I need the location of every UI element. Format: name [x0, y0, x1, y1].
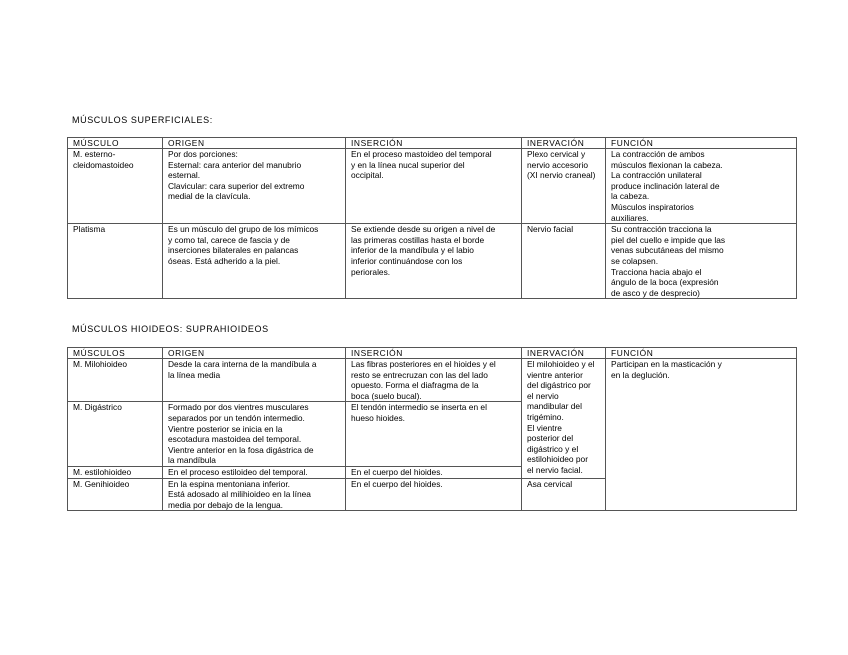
- cell-text-line: El vientre: [527, 422, 562, 433]
- cell-text-line: occipital.: [351, 170, 384, 181]
- cell-text-line: En el cuerpo del hioides.: [351, 478, 443, 489]
- cell-origen: [163, 478, 346, 511]
- cell-text-line: Formado por dos vientres musculares: [168, 402, 309, 413]
- cell-text-line: hueso hioides.: [351, 412, 406, 423]
- section-title-superficiales: MÚSCULOS SUPERFICIALES:: [72, 115, 213, 125]
- cell-text-line: En el cuerpo del hioides.: [351, 466, 443, 477]
- cell-text-line: Vientre anterior en la fosa digástrica de: [168, 444, 314, 455]
- cell-text-line: Es un músculo del grupo de los mímicos: [168, 224, 319, 235]
- cell-funcion-shared: [606, 359, 797, 511]
- cell-text-line: se colapsen.: [611, 255, 659, 266]
- cell-text-line: La contracción de ambos: [611, 149, 705, 159]
- cell-text-line: Desde la cara interna de la mandíbula a: [168, 359, 317, 369]
- cell-insercion: [346, 224, 522, 299]
- cell-text-line: escotadura mastoidea del temporal.: [168, 434, 302, 445]
- cell-text-line: media por debajo de la lengua.: [168, 499, 284, 510]
- cell-text-line: ángulo de la boca (expresión: [611, 277, 719, 288]
- header-musculo: MÚSCULO: [68, 138, 163, 149]
- cell-text-line: (XI nervio craneal): [527, 170, 596, 181]
- cell-text-line: M. Digástrico: [73, 402, 122, 413]
- cell-text-line: Se extiende desde su origen a nivel de: [351, 224, 496, 235]
- cell-text-line: del digástrico por: [527, 380, 591, 391]
- cell-text-line: Su contracción tracciona la: [611, 224, 712, 235]
- cell-text-line: M. esterno-: [73, 149, 116, 159]
- cell-origen: [163, 359, 346, 402]
- table-row: [68, 224, 797, 299]
- cell-text-line: En el proceso estiloideo del temporal.: [168, 466, 308, 477]
- cell-text-line: boca (suelo bucal).: [351, 390, 422, 401]
- table-header-row: [68, 138, 797, 149]
- cell-insercion: [346, 359, 522, 402]
- cell-text-line: M. estilohioideo: [73, 466, 132, 477]
- cell-text-line: Plexo cervical y: [527, 149, 586, 159]
- table-suprahioideos: [67, 347, 797, 511]
- cell-text-line: La contracción unilateral: [611, 170, 702, 181]
- cell-text-line: y como tal, carece de fascia y de: [168, 234, 290, 245]
- cell-insercion: [346, 478, 522, 511]
- cell-text-line: produce inclinación lateral de: [611, 180, 720, 191]
- cell-text-line: El milohioideo y el: [527, 359, 595, 369]
- cell-text-line: Asa cervical: [527, 478, 573, 489]
- cell-text-line: opuesto. Forma el diafragma de la: [351, 380, 479, 391]
- cell-text-line: M. Milohioideo: [73, 359, 127, 369]
- header-inervacion: INERVACIÓN: [522, 138, 606, 149]
- cell-text-line: Está adosado al milihioideo en la línea: [168, 489, 311, 500]
- cell-origen: [163, 402, 346, 467]
- cell-text-line: inferior de la mandíbula y el labio: [351, 245, 474, 256]
- cell-text-line: el nervio: [527, 390, 559, 401]
- cell-text-line: Vientre posterior se inicia en la: [168, 423, 283, 434]
- cell-text-line: en la deglución.: [611, 369, 670, 380]
- cell-text-line: la mandíbula: [168, 455, 216, 466]
- table-header-row: [68, 348, 797, 359]
- table-row: [68, 149, 797, 224]
- cell-text-line: inferior continuándose con los: [351, 255, 463, 266]
- cell-text-line: de asco y de desprecio): [611, 287, 700, 298]
- cell-text-line: Platisma: [73, 224, 106, 235]
- cell-musculo: [68, 359, 163, 402]
- header-origen: ORIGEN: [163, 348, 346, 359]
- cell-text-line: Tracciona hacia abajo el: [611, 266, 702, 277]
- cell-text-line: cleidomastoideo: [73, 159, 134, 170]
- cell-text-line: En la espina mentoniana inferior.: [168, 478, 290, 489]
- cell-musculo: [68, 478, 163, 511]
- cell-text-line: trigémino.: [527, 411, 564, 422]
- cell-text-line: En el proceso mastoideo del temporal: [351, 149, 492, 159]
- section-title-suprahioideos: MÚSCULOS HIOIDEOS: SUPRAHIOIDEOS: [72, 324, 269, 334]
- header-musculos: MÚSCULOS: [68, 348, 163, 359]
- cell-inervacion-shared: [522, 359, 606, 479]
- header-funcion: FUNCIÓN: [606, 138, 797, 149]
- cell-text-line: Participan en la masticación y: [611, 359, 722, 369]
- cell-insercion: [346, 149, 522, 224]
- cell-text-line: periorales.: [351, 266, 391, 277]
- cell-funcion: [606, 224, 797, 299]
- cell-text-line: Músculos inspiratorios: [611, 201, 694, 212]
- table-row: [68, 359, 797, 402]
- cell-text-line: El tendón intermedio se inserta en el: [351, 402, 487, 413]
- cell-text-line: M. Genihioideo: [73, 478, 130, 489]
- cell-musculo: [68, 149, 163, 224]
- cell-funcion: [606, 149, 797, 224]
- header-insercion: INSERCIÓN: [346, 348, 522, 359]
- cell-text-line: inserciones bilaterales en palancas: [168, 245, 299, 256]
- cell-text-line: esternal.: [168, 170, 201, 181]
- cell-text-line: la cabeza.: [611, 191, 650, 202]
- header-origen: ORIGEN: [163, 138, 346, 149]
- cell-text-line: piel del cuello e impide que las: [611, 234, 726, 245]
- cell-text-line: separados por un tendón intermedio.: [168, 412, 305, 423]
- cell-text-line: músculos flexionan la cabeza.: [611, 159, 723, 170]
- table-superficiales: [67, 137, 797, 299]
- cell-text-line: vientre anterior: [527, 369, 583, 380]
- header-insercion: INSERCIÓN: [346, 138, 522, 149]
- cell-text-line: Clavicular: cara superior del extremo: [168, 180, 305, 191]
- cell-inervacion: [522, 224, 606, 299]
- cell-text-line: Por dos porciones:: [168, 149, 238, 159]
- cell-text-line: Esternal: cara anterior del manubrio: [168, 159, 302, 170]
- header-funcion: FUNCIÓN: [606, 348, 797, 359]
- cell-text-line: posterior del: [527, 433, 574, 444]
- cell-musculo: [68, 224, 163, 299]
- cell-origen: [163, 224, 346, 299]
- cell-origen: [163, 466, 346, 478]
- cell-text-line: medial de la clavícula.: [168, 191, 251, 202]
- cell-text-line: estilohioideo por: [527, 454, 588, 465]
- cell-text-line: el nervio facial.: [527, 464, 583, 475]
- cell-inervacion: [522, 149, 606, 224]
- cell-musculo: [68, 466, 163, 478]
- cell-insercion: [346, 402, 522, 467]
- cell-text-line: óseas. Está adherido a la piel.: [168, 255, 281, 266]
- cell-text-line: Las fibras posteriores en el hioides y el: [351, 359, 496, 369]
- cell-musculo: [68, 402, 163, 467]
- cell-text-line: la línea media: [168, 369, 221, 380]
- cell-text-line: y en la línea nucal superior del: [351, 159, 465, 170]
- cell-inervacion: [522, 478, 606, 511]
- cell-text-line: digástrico y el: [527, 443, 579, 454]
- header-inervacion: INERVACIÓN: [522, 348, 606, 359]
- cell-text-line: las primeras costillas hasta el borde: [351, 234, 485, 245]
- cell-text-line: Nervio facial: [527, 224, 574, 235]
- cell-text-line: mandibular del: [527, 401, 582, 412]
- cell-insercion: [346, 466, 522, 478]
- cell-origen: [163, 149, 346, 224]
- cell-text-line: nervio accesorio: [527, 159, 588, 170]
- cell-text-line: auxiliares.: [611, 212, 649, 223]
- cell-text-line: venas subcutáneas del mismo: [611, 245, 724, 256]
- cell-text-line: resto se entrecruzan con las del lado: [351, 369, 488, 380]
